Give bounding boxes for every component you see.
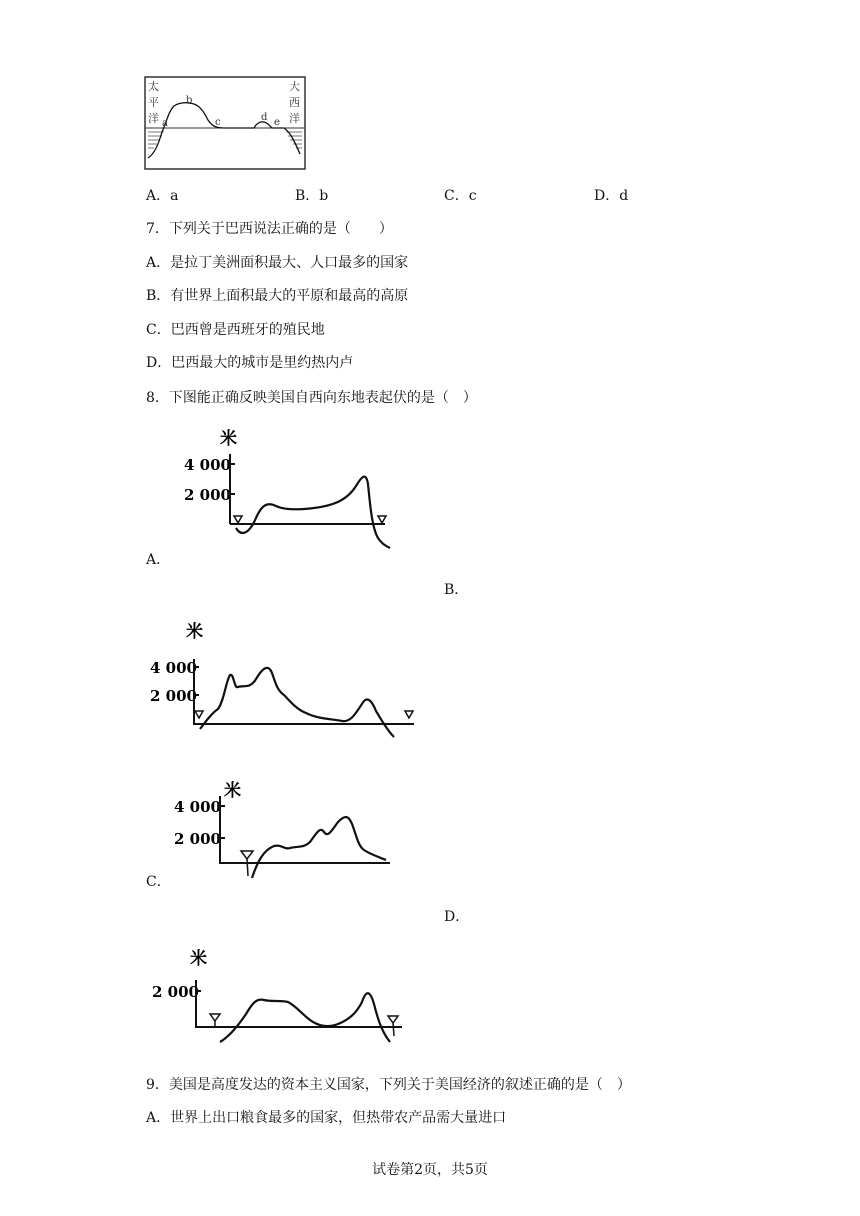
point-c: c (215, 117, 221, 128)
profile-c-unit: 米 (224, 781, 241, 801)
profile-a-unit: 米 (220, 429, 237, 449)
profile-a-tick-2000: 2 000 (184, 486, 231, 504)
q8-label-a: A． (146, 552, 171, 568)
atlantic-label-3: 洋 (289, 112, 300, 125)
point-b: b (186, 95, 193, 106)
q7-option-b: B．有世界上面积最大的平原和最高的高原 (146, 288, 409, 304)
q8-label-b: B． (444, 582, 469, 598)
q7-option-a: A．是拉丁美洲面积最大、人口最多的国家 (146, 255, 409, 271)
profile-b-unit: 米 (186, 622, 203, 642)
profile-d-tick-2000: 2 000 (152, 983, 199, 1001)
pacific-label-1: 太 (148, 80, 159, 93)
point-d: d (261, 112, 268, 123)
profile-b-tick-2000: 2 000 (150, 687, 197, 705)
q6-option-b: B．b (295, 188, 329, 204)
point-e: e (274, 117, 280, 128)
q7-option-c: C．巴西曾是西班牙的殖民地 (146, 322, 325, 338)
profile-c-tick-4000: 4 000 (174, 798, 221, 816)
pacific-label-2: 平 (148, 96, 159, 109)
atlantic-label-1: 大 (289, 80, 300, 93)
q6-option-c: C．c (444, 188, 477, 204)
page-footer: 试卷第2页，共5页 (372, 1162, 488, 1178)
q6-option-d: D．d (594, 188, 629, 204)
q8-label-c: C． (146, 874, 171, 890)
q8-stem: 8．下图能正确反映美国自西向东地表起伏的是（ ） (146, 390, 477, 406)
q6-option-a: A．a (146, 188, 179, 204)
q9-option-a: A．世界上出口粮食最多的国家，但热带农产品需大量进口 (146, 1110, 507, 1126)
q9-stem: 9．美国是高度发达的资本主义国家，下列关于美国经济的叙述正确的是（ ） (146, 1077, 631, 1093)
profile-a-chart (180, 424, 400, 552)
atlantic-label-2: 西 (289, 96, 300, 109)
profile-d-unit: 米 (190, 949, 207, 969)
q7-stem: 7．下列关于巴西说法正确的是（ ） (146, 221, 393, 237)
profile-c-chart (172, 776, 402, 882)
profile-a-tick-4000: 4 000 (184, 456, 231, 474)
q7-option-d: D．巴西最大的城市是里约热内卢 (146, 355, 354, 371)
profile-b-chart (146, 617, 426, 741)
continent-profile-figure (144, 76, 306, 170)
profile-d-chart (150, 944, 412, 1048)
q8-label-d: D． (444, 909, 470, 925)
pacific-label-3: 洋 (148, 112, 159, 125)
profile-c-tick-2000: 2 000 (174, 830, 221, 848)
point-a: a (162, 118, 168, 129)
profile-b-tick-4000: 4 000 (150, 659, 197, 677)
